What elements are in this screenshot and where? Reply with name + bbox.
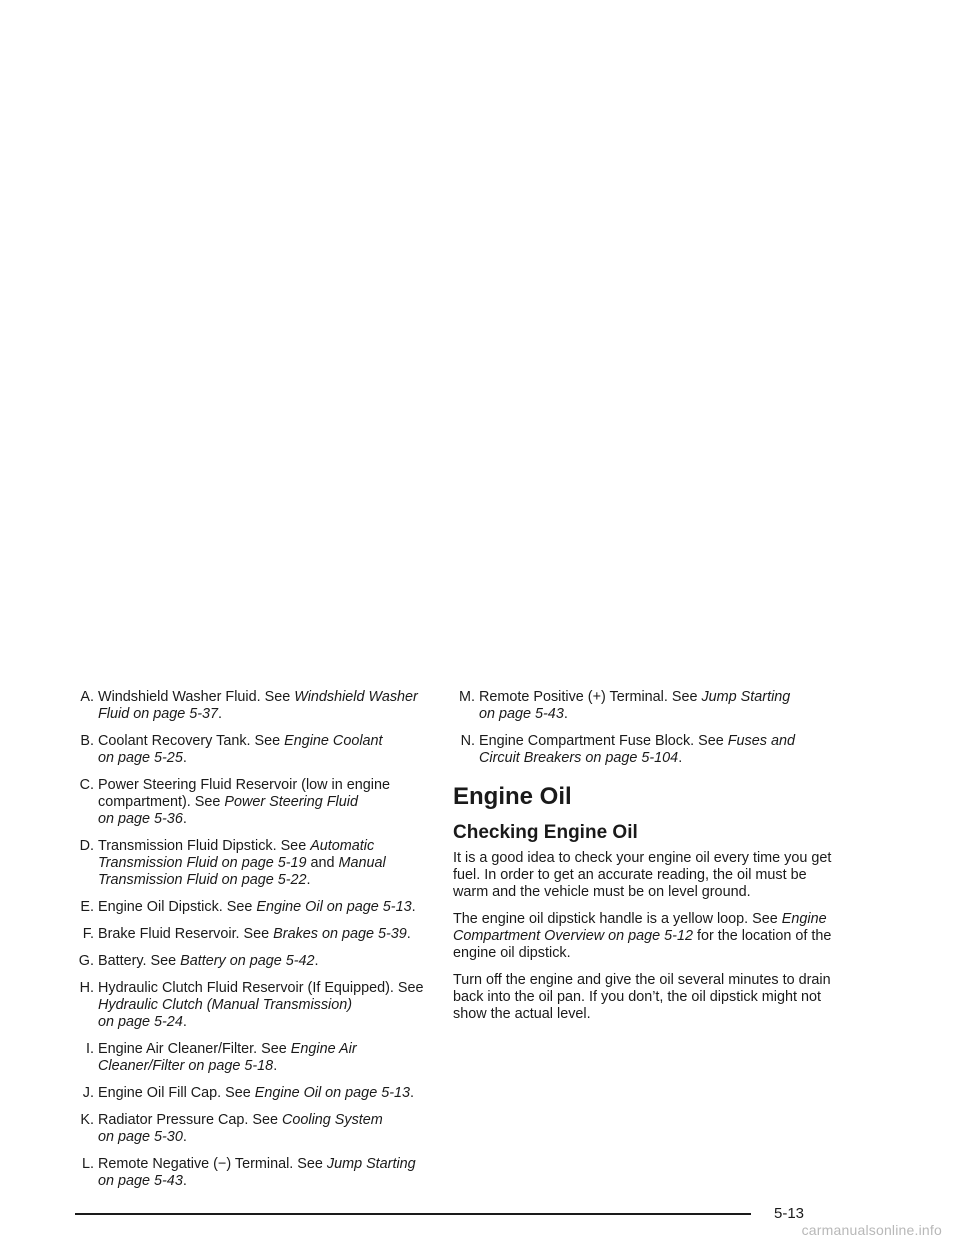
item-text: Windshield Washer Fluid. See: [98, 689, 295, 705]
item-text: Battery. See: [98, 953, 181, 969]
paragraph-text: for the location of the engine oil dipstick.: [453, 928, 832, 961]
item-punct: .: [182, 1129, 187, 1145]
cross-reference-link[interactable]: Engine Oil on page 5-13: [254, 1085, 410, 1101]
cross-reference-link[interactable]: on page 5-43: [479, 706, 564, 722]
item-text: Engine Air Cleaner/Filter. See: [98, 1041, 291, 1057]
item-body: [98, 1041, 432, 1075]
item-text: Hydraulic Clutch Fluid Reservoir (If Equipped). See: [98, 980, 424, 996]
cross-reference-link[interactable]: Fluid on page 5-37: [98, 706, 219, 722]
list-item-f: [72, 926, 432, 943]
item-text: Transmission Fluid Dipstick. See: [98, 838, 311, 854]
item-letter: D.: [79, 838, 94, 854]
cross-reference-link[interactable]: Jump Starting: [326, 1156, 416, 1172]
cross-reference-link[interactable]: Battery on page 5-42: [180, 953, 315, 969]
item-punct: .: [182, 1014, 187, 1030]
list-item-m: [453, 689, 833, 723]
cross-reference-link[interactable]: Windshield Washer: [294, 689, 418, 705]
item-punct: .: [678, 750, 683, 766]
list-item-b: [72, 733, 432, 767]
list-item-d: [72, 838, 432, 889]
list-item-k: [72, 1112, 432, 1146]
left-column: [72, 689, 432, 1200]
paragraph-text: The engine oil dipstick handle is a yellow loop. See: [453, 911, 782, 927]
item-body: [98, 777, 432, 828]
item-body: [98, 899, 432, 916]
item-letter: L.: [81, 1156, 94, 1172]
list-item-n: [453, 733, 833, 767]
cross-reference-link[interactable]: Jump Starting: [701, 689, 791, 705]
watermark: carmanualsonline.info: [801, 1222, 942, 1238]
item-letter: E.: [80, 899, 94, 915]
cross-reference-link[interactable]: Transmission Fluid on page 5-22: [98, 872, 307, 888]
item-text: Engine Oil Dipstick. See: [98, 899, 257, 915]
item-letter: G.: [78, 953, 94, 969]
item-punct: .: [182, 1173, 187, 1189]
item-text: and: [306, 855, 339, 871]
paragraph: It is a good idea to check your engine oil every time you get fuel. In order to get an accurate reading, the oil must be warm and the vehicle must be on level ground.: [453, 850, 832, 900]
item-body: [98, 926, 432, 943]
cross-reference-link[interactable]: Automatic: [310, 838, 375, 854]
item-text: compartment). See: [98, 794, 225, 810]
item-letter: B.: [80, 733, 94, 749]
item-punct: .: [218, 706, 223, 722]
item-letter: N.: [460, 733, 475, 749]
list-item-i: [72, 1041, 432, 1075]
cross-reference-link[interactable]: Power Steering Fluid: [224, 794, 358, 810]
cross-reference-link[interactable]: on page 5-24: [98, 1014, 183, 1030]
item-text: Engine Oil Fill Cap. See: [98, 1085, 255, 1101]
cross-reference-link[interactable]: Brakes on page 5-39: [273, 926, 407, 942]
list-item-e: [72, 899, 432, 916]
item-letter: F.: [82, 926, 94, 942]
item-text: Power Steering Fluid Reservoir (low in engine: [98, 777, 390, 793]
item-punct: .: [411, 899, 416, 915]
item-letter: H.: [79, 980, 94, 996]
cross-reference-link[interactable]: Transmission Fluid on page 5-19: [98, 855, 307, 871]
item-punct: .: [306, 872, 311, 888]
item-text: Remote Positive (+) Terminal. See: [479, 689, 702, 705]
right-column: [453, 689, 833, 1033]
item-text: Brake Fluid Reservoir. See: [98, 926, 274, 942]
list-item-g: [72, 953, 432, 970]
item-punct: .: [273, 1058, 278, 1074]
cross-reference-link[interactable]: on page 5-43: [98, 1173, 183, 1189]
footer-rule: [75, 1213, 751, 1215]
cross-reference-link[interactable]: Circuit Breakers on page 5-104: [479, 750, 679, 766]
cross-reference-link[interactable]: on page 5-36: [98, 811, 183, 827]
item-letter: J.: [82, 1085, 94, 1101]
section-title: Engine Oil: [453, 783, 572, 810]
item-body: [98, 1085, 432, 1102]
item-text: Engine Compartment Fuse Block. See: [479, 733, 728, 749]
item-body: [98, 1156, 432, 1190]
list-item-h: [72, 980, 432, 1031]
item-text: Remote Negative (−) Terminal. See: [98, 1156, 327, 1172]
list-item-l: [72, 1156, 432, 1190]
item-text: Radiator Pressure Cap. See: [98, 1112, 282, 1128]
item-body: [98, 953, 432, 970]
list-item-a: [72, 689, 432, 723]
cross-reference-link[interactable]: Engine Air: [290, 1041, 357, 1057]
item-punct: .: [314, 953, 319, 969]
item-body: [98, 689, 432, 723]
item-punct: .: [182, 811, 187, 827]
item-body: [479, 689, 833, 723]
cross-reference-link[interactable]: Cleaner/Filter on page 5-18: [98, 1058, 274, 1074]
cross-reference-link[interactable]: Engine Coolant: [284, 733, 383, 749]
item-body: [98, 1112, 432, 1146]
cross-reference-link[interactable]: on page 5-25: [98, 750, 183, 766]
cross-reference-link[interactable]: Engine Compartment Overview on page 5-12: [453, 911, 827, 944]
item-letter: K.: [80, 1112, 94, 1128]
page-number: 5-13: [774, 1205, 805, 1222]
item-letter: A.: [80, 689, 94, 705]
paragraph: Turn off the engine and give the oil several minutes to drain back into the oil pan. If you don’t, the oil dipstick might not show the actual level.: [453, 972, 831, 1022]
item-body: [98, 733, 432, 767]
item-text: Coolant Recovery Tank. See: [98, 733, 285, 749]
cross-reference-link[interactable]: Engine Oil on page 5-13: [256, 899, 412, 915]
list-item-j: [72, 1085, 432, 1102]
item-letter: C.: [79, 777, 94, 793]
item-body: [98, 838, 432, 889]
cross-reference-link[interactable]: on page 5-30: [98, 1129, 183, 1145]
item-letter: M.: [459, 689, 475, 705]
paragraph: [453, 911, 833, 962]
item-punct: .: [182, 750, 187, 766]
cross-reference-link[interactable]: Fuses and: [727, 733, 795, 749]
item-body: [479, 733, 833, 767]
subsection-title: Checking Engine Oil: [453, 822, 638, 843]
cross-reference-link[interactable]: Manual: [338, 855, 386, 871]
item-punct: .: [563, 706, 568, 722]
item-letter: I.: [86, 1041, 94, 1057]
cross-reference-link[interactable]: Hydraulic Clutch (Manual Transmission): [98, 997, 353, 1013]
cross-reference-link[interactable]: Cooling System: [281, 1112, 383, 1128]
item-body: [98, 980, 432, 1031]
list-item-c: [72, 777, 432, 828]
item-punct: .: [410, 1085, 414, 1101]
item-punct: .: [406, 926, 411, 942]
